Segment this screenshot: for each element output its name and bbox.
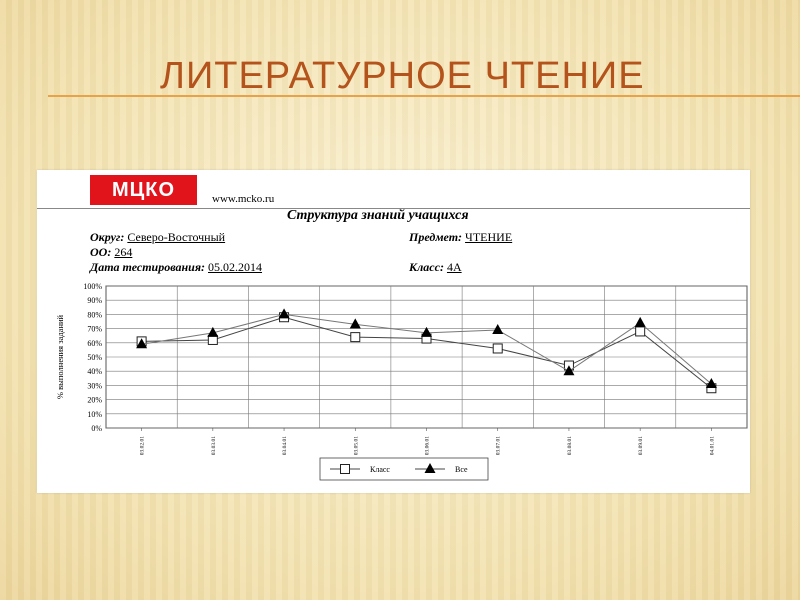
y-tick-label: 40% bbox=[87, 367, 102, 377]
x-tick-label: 03.06.01 bbox=[424, 436, 431, 456]
district-label: Округ: bbox=[90, 230, 125, 244]
all-point bbox=[635, 317, 646, 327]
x-tick-label: 03.05.01 bbox=[353, 436, 360, 456]
x-tick-label: 03.09.01 bbox=[638, 436, 645, 456]
all-point bbox=[492, 324, 503, 334]
y-tick-label: 10% bbox=[87, 409, 102, 419]
class-point bbox=[493, 344, 502, 353]
school-value: 264 bbox=[114, 245, 133, 259]
title-underline bbox=[48, 95, 800, 97]
school-label: ОО: bbox=[90, 245, 112, 259]
subject-value: ЧТЕНИЕ bbox=[465, 230, 513, 244]
legend-label-class: Класс bbox=[370, 465, 390, 474]
class-value: 4А bbox=[446, 260, 462, 274]
x-tick-label: 04.01.01 bbox=[709, 436, 716, 456]
y-tick-label: 70% bbox=[87, 324, 102, 334]
class-point bbox=[636, 327, 645, 336]
y-tick-label: 20% bbox=[87, 395, 102, 405]
class-point bbox=[351, 333, 360, 342]
y-axis-title: % выполнения заданий bbox=[55, 314, 65, 400]
line-chart bbox=[37, 170, 750, 493]
mcko-logo: МЦКО bbox=[90, 175, 197, 205]
y-tick-label: 90% bbox=[87, 296, 102, 306]
all-point bbox=[706, 378, 717, 388]
y-tick-label: 80% bbox=[87, 310, 102, 320]
x-tick-label: 03.07.01 bbox=[495, 436, 502, 456]
y-tick-label: 100% bbox=[83, 282, 102, 291]
y-tick-label: 50% bbox=[87, 353, 102, 362]
x-tick-label: 03.04.01 bbox=[282, 436, 289, 456]
report-title: Структура знаний учащихся bbox=[287, 208, 469, 223]
y-tick-label: 60% bbox=[87, 338, 102, 348]
legend-marker-class bbox=[341, 465, 350, 474]
date-label: Дата тестирования: bbox=[90, 260, 206, 274]
district-value: Северо-Восточный bbox=[127, 230, 226, 244]
class-label: Класс: bbox=[409, 260, 444, 274]
slide-title: ЛИТЕРАТУРНОЕ ЧТЕНИЕ bbox=[160, 55, 645, 97]
x-tick-label: 03.08.01 bbox=[566, 436, 573, 456]
report-document bbox=[37, 170, 750, 493]
series-line-2 bbox=[142, 314, 712, 384]
y-tick-label: 30% bbox=[87, 381, 102, 391]
y-tick-label: 0% bbox=[91, 424, 102, 433]
legend-label-all: Все bbox=[455, 465, 468, 474]
subject-label: Предмет: bbox=[409, 230, 463, 244]
x-tick-label: 03.03.01 bbox=[210, 436, 217, 456]
x-tick-label: 03.02.01 bbox=[139, 436, 146, 456]
date-value: 05.02.2014 bbox=[208, 260, 263, 274]
site-url: www.mcko.ru bbox=[212, 193, 275, 205]
